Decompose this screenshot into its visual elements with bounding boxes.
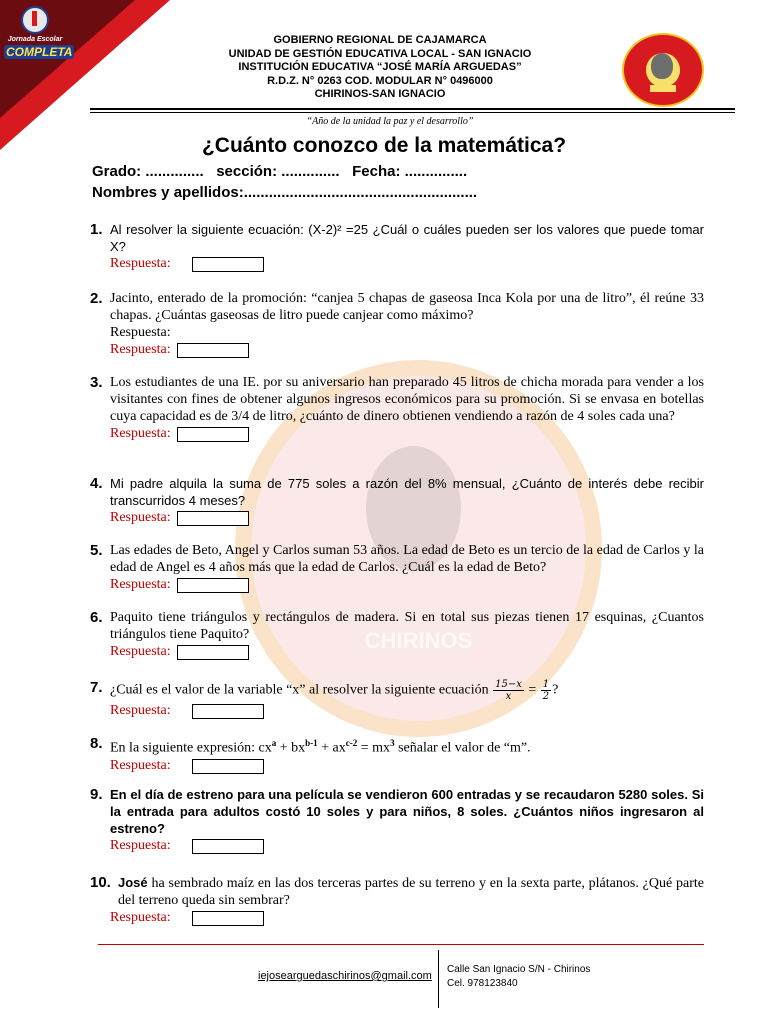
question-10 <box>90 874 704 926</box>
nombres-field[interactable]: Nombres y apellidos:........................................................ <box>92 184 478 201</box>
answer-box[interactable] <box>177 578 249 593</box>
question-text: Los estudiantes de una IE. por su aniversario han preparado 45 litros de chicha morada para vender a los visitantes con fines de obtener algunos ingresos económicos para su promoción. Si se envasa en botellas cuya capacidad es de 3/4 de litro, ¿cuánto de dinero obtienen vendiendo a razón de 4 soles cada una? <box>110 375 704 424</box>
question-4 <box>90 475 704 526</box>
fraction-denominator: 2 <box>542 691 550 702</box>
question-text <box>110 735 704 757</box>
question-text <box>118 874 704 909</box>
answer-label: Respuesta: <box>110 644 171 659</box>
answer-row <box>110 909 704 926</box>
fraction-denominator: x <box>505 691 512 702</box>
question-number: 9. <box>90 786 103 803</box>
equals-sign: = <box>528 682 537 698</box>
answer-label: Respuesta: <box>110 757 171 773</box>
answer-label: Respuesta: <box>110 426 171 441</box>
footer-divider <box>98 944 704 945</box>
question-2 <box>90 290 704 358</box>
header-divider-thin <box>90 112 735 113</box>
answer-box[interactable] <box>192 759 264 774</box>
answer-row <box>110 341 704 358</box>
grado-field[interactable]: Grado: .............. <box>92 163 204 180</box>
exponent: c-2 <box>345 738 358 748</box>
question-5 <box>90 542 704 593</box>
fraction-numerator: 15−x <box>495 679 522 690</box>
answer-label: Respuesta: <box>110 256 171 271</box>
expression-part: En la siguiente expresión: cx <box>110 740 272 756</box>
question-number: 6. <box>90 609 103 626</box>
exponent: 3 <box>390 738 395 748</box>
answer-box[interactable] <box>192 704 264 719</box>
answer-box[interactable] <box>177 511 249 526</box>
question-number: 5. <box>90 542 103 559</box>
seccion-field[interactable]: sección: .............. <box>216 163 340 180</box>
answer-row <box>110 643 704 660</box>
answer-box[interactable] <box>192 257 264 272</box>
exponent: b-1 <box>305 738 318 748</box>
portrait-icon <box>651 53 673 79</box>
question-text: Paquito tiene triángulos y rectángulos de madera. Si en total sus piezas tienen 17 esquinas, ¿Cuantos triángulos tiene Paquito? <box>110 610 704 642</box>
answer-label: Respuesta: <box>110 510 171 525</box>
question-text-rest: ha sembrado maíz en las dos terceras partes de su terreno y en la sexta parte, plátanos. ¿Qué parte del terreno queda sin sembrar? <box>118 876 704 908</box>
answer-row <box>110 255 704 272</box>
question-7 <box>90 679 704 719</box>
answer-label: Respuesta: <box>110 838 171 853</box>
question-9 <box>90 786 704 854</box>
header-line: R.D.Z. N° 0263 COD. MODULAR N° 0496000 <box>267 74 493 87</box>
question-text-end: ? <box>552 682 559 698</box>
year-motto: “Año de la unidad la paz y el desarrollo” <box>306 116 474 127</box>
expression-part: señalar el valor de “m”. <box>394 740 531 756</box>
question-number: 10. <box>90 874 111 891</box>
institution-header <box>180 34 580 102</box>
answer-label: Respuesta: <box>110 342 171 357</box>
question-text: Las edades de Beto, Angel y Carlos suman 53 años. La edad de Beto es un tercio de la edad de Carlos y la edad de Angel es 4 años más que la edad de Carlos. ¿Cuál es la edad de Beto? <box>110 543 704 575</box>
footer-contact <box>447 963 590 991</box>
footer-address: Calle San Ignacio S/N - Chirinos <box>447 964 591 975</box>
question-text: Al resolver la siguiente ecuación: (X-2)² =25 ¿Cuál o cuáles pueden ser los valores que puede tomar X? <box>110 222 704 254</box>
question-text <box>110 679 704 702</box>
question-text: Jacinto, enterado de la promoción: “canjea 5 chapas de gaseosa Inca Kola por una de litro”, él reúne 33 chapas. ¿Cuántas gaseosas de litro puede canjear como máximo? <box>110 291 704 323</box>
globe-icon <box>21 6 49 34</box>
question-number: 7. <box>90 679 103 696</box>
header-line: INSTITUCIÓN EDUCATIVA “JOSÉ MARÍA ARGUEDAS” <box>238 61 522 73</box>
question-number: 4. <box>90 475 103 492</box>
question-name-bold: José <box>118 875 148 890</box>
answer-box[interactable] <box>192 839 264 854</box>
question-1 <box>90 221 704 272</box>
logo-line-1: Jornada Escolar <box>7 36 63 43</box>
form-row-grado <box>92 163 467 180</box>
answer-box[interactable] <box>177 343 249 358</box>
header-line: UNIDAD DE GESTIÓN EDUCATIVA LOCAL - SAN IGNACIO <box>228 47 532 60</box>
footer-separator <box>438 950 439 1008</box>
answer-row <box>110 576 704 593</box>
question-number: 8. <box>90 735 103 752</box>
question-number: 3. <box>90 374 103 391</box>
expression-part: + bx <box>276 740 306 756</box>
school-seal-logo <box>622 33 704 107</box>
question-number: 2. <box>90 290 103 307</box>
logo-line-2: COMPLETA <box>6 45 73 59</box>
question-3 <box>90 374 704 442</box>
fraction-right <box>541 679 551 702</box>
fraction-numerator: 1 <box>542 679 550 690</box>
header-line: CHIRINOS-SAN IGNACIO <box>314 88 446 100</box>
footer-email-link[interactable]: iejosearguedaschirinos@gmail.com <box>258 970 432 982</box>
answer-row <box>110 757 704 774</box>
answer-box[interactable] <box>177 645 249 660</box>
question-text: En el día de estreno para una película se vendieron 600 entradas y se recaudaron 5280 soles. Si la entrada para adultos costó 10 soles y para niños, 8 soles. ¿Cuántos niños ingresaron al estreno? <box>110 787 704 836</box>
question-text: Mi padre alquila la suma de 775 soles a razón del 8% mensual, ¿Cuánto de interés debe recibir transcurridos 4 meses? <box>110 476 704 508</box>
answer-row-plain <box>110 324 704 341</box>
answer-row <box>110 702 704 719</box>
fecha-field[interactable]: Fecha: ............... <box>352 163 468 180</box>
fraction-left <box>493 679 524 702</box>
header-line: GOBIERNO REGIONAL DE CAJAMARCA <box>273 34 487 46</box>
answer-box[interactable] <box>192 911 264 926</box>
seal-band <box>650 85 676 92</box>
question-6 <box>90 609 704 660</box>
page-title: ¿Cuánto conozco de la matemática? <box>201 134 567 157</box>
exponent: a <box>271 738 277 748</box>
answer-label: Respuesta: <box>110 577 171 592</box>
answer-box[interactable] <box>177 427 249 442</box>
question-text-part: ¿Cuál es el valor de la variable “x” al resolver la siguiente ecuación <box>110 682 489 698</box>
answer-row <box>110 425 704 442</box>
expression-part: = mx <box>357 740 391 756</box>
question-8 <box>90 735 704 774</box>
answer-row <box>110 509 704 526</box>
watermark-text: CHIRINOS <box>364 628 473 653</box>
answer-label: Respuesta: <box>110 910 171 925</box>
answer-label-plain: Respuesta: <box>110 325 171 340</box>
header-divider <box>90 108 735 110</box>
answer-label: Respuesta: <box>110 703 171 718</box>
question-number: 1. <box>90 221 103 238</box>
jornada-escolar-logo <box>4 6 73 64</box>
answer-row <box>110 837 704 854</box>
footer-phone: Cel. 978123840 <box>447 978 518 989</box>
expression-part: + ax <box>317 740 346 756</box>
